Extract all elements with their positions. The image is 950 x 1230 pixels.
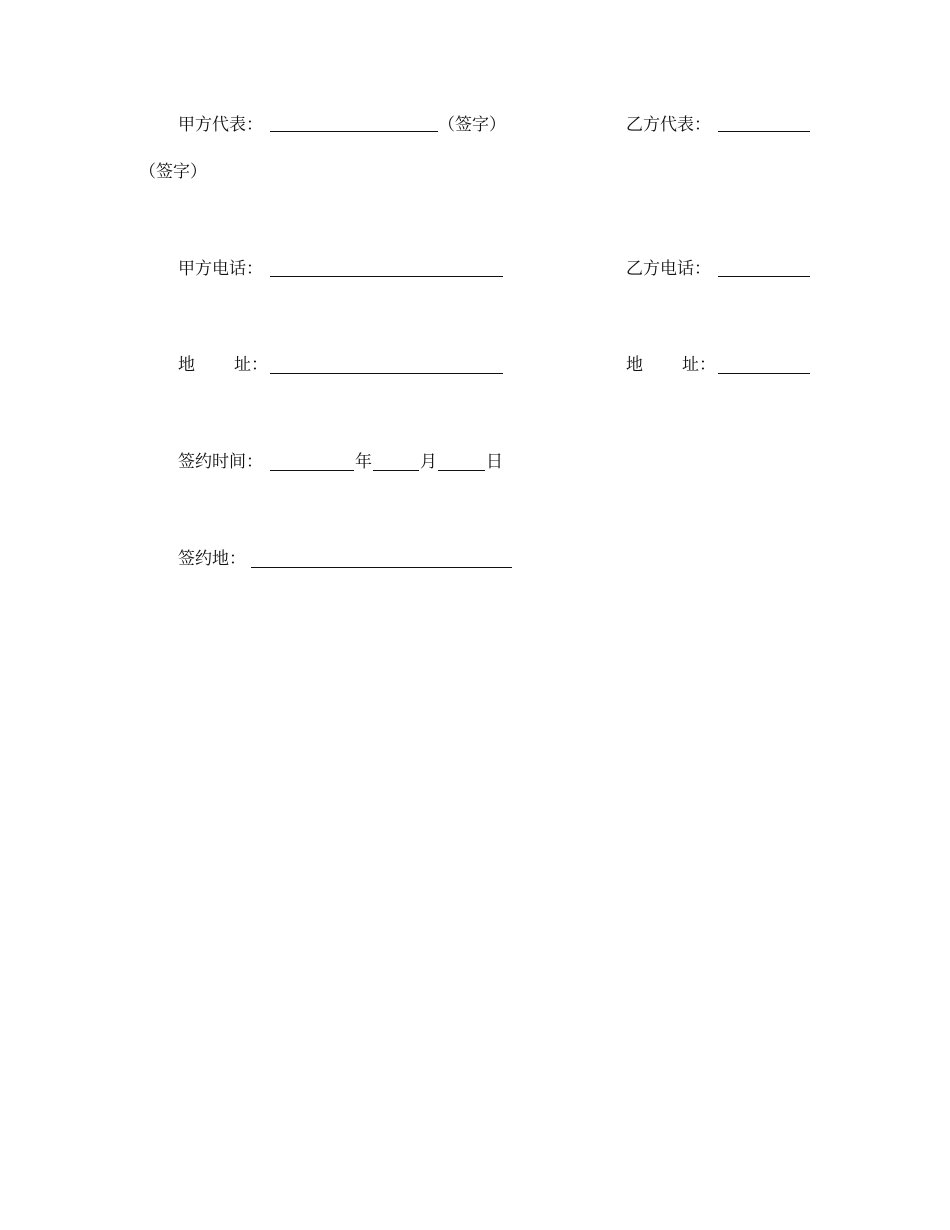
year-label: 年 (355, 452, 372, 472)
party-b-rep-label: 乙方代表： (626, 115, 711, 135)
party-a-sign-note: （签字） (438, 115, 506, 135)
sign-place-label: 签约地： (178, 549, 246, 569)
party-a-phone-label: 甲方电话： (178, 259, 263, 279)
sign-place-line[interactable] (251, 567, 512, 568)
party-a-rep-label: 甲方代表： (178, 115, 263, 135)
party-a-rep-signature-line[interactable] (270, 131, 438, 132)
party-b-phone-label: 乙方电话： (626, 259, 711, 279)
party-b-rep-signature-line[interactable] (718, 131, 810, 132)
party-b-phone-line[interactable] (718, 276, 810, 277)
party-a-address-label-start: 地 (178, 355, 195, 375)
sign-date-label: 签约时间： (178, 452, 263, 472)
party-a-address-line[interactable] (270, 373, 503, 374)
month-label: 月 (420, 452, 437, 472)
party-b-sign-note: （签字） (139, 162, 207, 182)
party-b-address-label-start: 地 (626, 355, 643, 375)
party-b-address-line[interactable] (718, 373, 810, 374)
month-line[interactable] (373, 470, 419, 471)
party-b-address-label-end: 址： (682, 355, 716, 375)
day-line[interactable] (438, 470, 485, 471)
party-a-phone-line[interactable] (270, 276, 503, 277)
party-a-address-label-end: 址： (234, 355, 268, 375)
year-line[interactable] (270, 470, 354, 471)
day-label: 日 (486, 452, 503, 472)
